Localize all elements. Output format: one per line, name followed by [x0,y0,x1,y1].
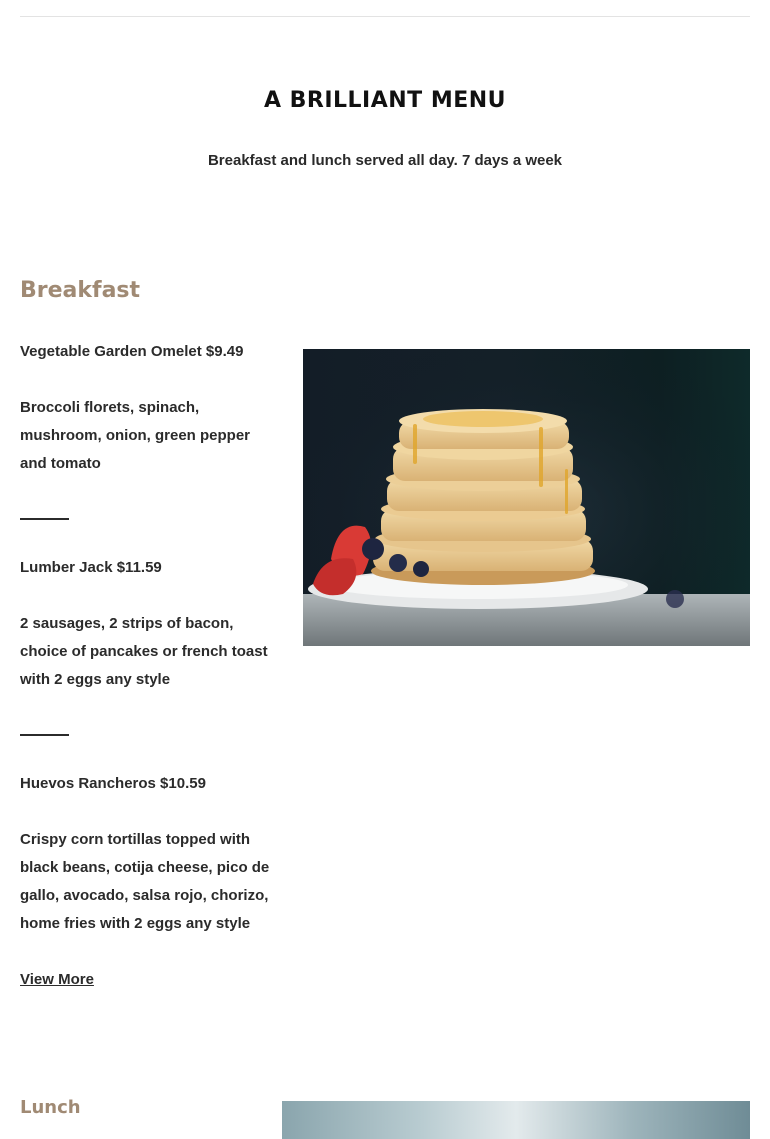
menu-item [20,554,280,694]
menu-item-description: Crispy corn tortillas topped with black beans, cotija cheese, pico de gallo, avocado, salsa rojo, chorizo, home fries with 2 eggs any style [20,831,270,932]
breakfast-heading: Breakfast [20,278,141,303]
lunch-photo [282,1101,750,1139]
top-divider [20,16,750,17]
pancake-stack-photo [303,349,750,646]
view-more-link[interactable]: View More [20,971,94,988]
menu-item [20,770,280,938]
menu-item [20,338,280,478]
item-divider [20,518,69,520]
item-divider [20,734,69,736]
menu-item-description: 2 sausages, 2 strips of bacon, choice of pancakes or french toast with 2 eggs any style [20,615,268,688]
menu-item-name: Lumber Jack $11.59 [20,559,162,576]
menu-item-name: Huevos Rancheros $10.59 [20,775,206,792]
breakfast-menu-list [20,338,280,994]
page-title: A BRILLIANT MENU [263,88,507,113]
lunch-heading: Lunch [20,1097,81,1118]
menu-item-description: Broccoli florets, spinach, mushroom, onion, green pepper and tomato [20,399,251,472]
pancake-illustration [303,349,750,646]
menu-item-name: Vegetable Garden Omelet $9.49 [20,343,244,360]
page-subtitle: Breakfast and lunch served all day. 7 days a week [207,152,563,169]
